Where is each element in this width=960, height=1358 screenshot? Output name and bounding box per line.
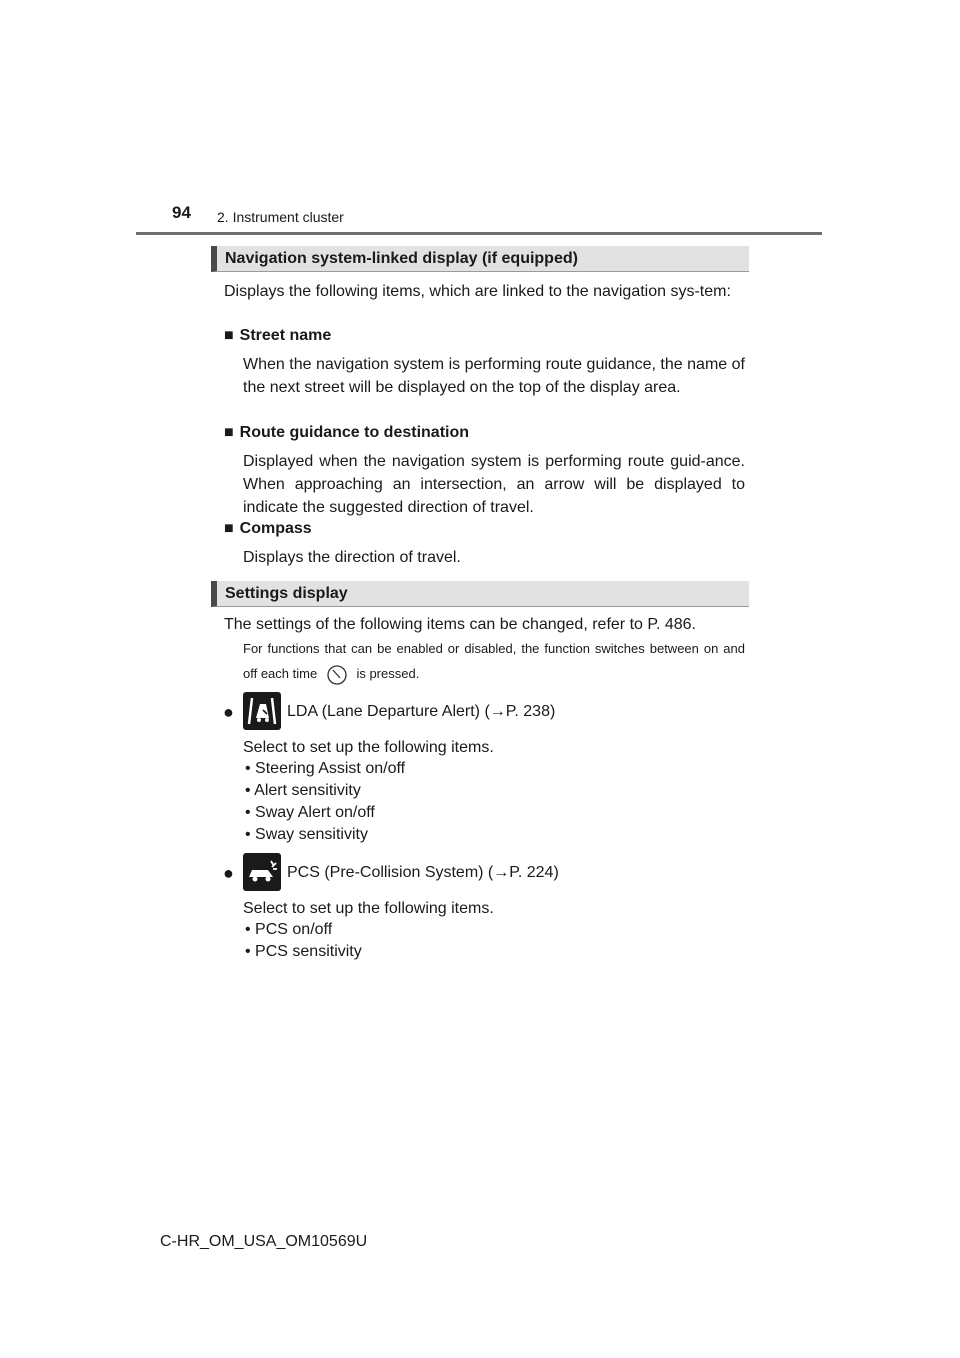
- settings-section-heading-bar: [211, 581, 749, 607]
- section-title: 2. Instrument cluster: [217, 209, 344, 225]
- settings-section-heading: Settings display: [225, 585, 348, 602]
- page-number: 94: [172, 203, 191, 222]
- list-item: • Alert sensitivity: [245, 782, 361, 799]
- round-bullet-icon: ●: [223, 863, 234, 883]
- list-item: • Sway Alert on/off: [245, 804, 375, 821]
- settings-note-part2: is pressed.: [356, 666, 420, 681]
- street-name-text: When the navigation system is performing route guidance, the name of the next street will be displayed on the top of the display area.: [243, 356, 745, 396]
- list-item: • PCS sensitivity: [245, 943, 362, 960]
- nav-section-heading: Navigation system-linked display (if equipped): [225, 250, 578, 267]
- lda-sub-intro: Select to set up the following items.: [243, 739, 494, 756]
- route-guidance-title: Route guidance to destination: [239, 424, 470, 441]
- round-bullet-icon: ●: [223, 702, 234, 722]
- compass-title: Compass: [239, 520, 312, 537]
- list-item: • Steering Assist on/off: [245, 760, 406, 777]
- lane-departure-icon: [243, 692, 281, 730]
- lda-label: LDA (Lane Departure Alert) (→P. 238): [287, 703, 556, 720]
- settings-intro: The settings of the following items can be changed, refer to P. 486.: [224, 616, 696, 633]
- square-bullet-icon: ■: [224, 327, 234, 344]
- pcs-sub-intro: Select to set up the following items.: [243, 900, 494, 917]
- document-id: C-HR_OM_USA_OM10569U: [160, 1233, 368, 1250]
- settings-note: [243, 636, 745, 686]
- square-bullet-icon: ■: [224, 520, 234, 537]
- compass-text: Displays the direction of travel.: [243, 549, 461, 566]
- list-item: • Sway sensitivity: [245, 826, 368, 843]
- street-name-title: Street name: [239, 327, 332, 344]
- pcs-options-list: [245, 919, 362, 963]
- pcs-label: PCS (Pre-Collision System) (→P. 224): [287, 864, 559, 881]
- pre-collision-icon: [243, 853, 281, 891]
- square-bullet-icon: ■: [224, 424, 234, 441]
- header-rule: [136, 232, 822, 235]
- compass-heading: [224, 520, 312, 538]
- list-item: • PCS on/off: [245, 921, 333, 938]
- street-name-heading: [224, 327, 331, 345]
- nav-section-heading-bar: [211, 246, 749, 272]
- nav-intro: Displays the following items, which are linked to the navigation sys-tem:: [224, 283, 731, 300]
- route-guidance-heading: [224, 424, 469, 442]
- lda-options-list: [245, 758, 405, 846]
- route-guidance-text: Displayed when the navigation system is performing route guid-ance. When approaching an intersection, an arrow will be displayed to indicate the suggested direction of travel.: [243, 453, 745, 516]
- settings-note-part1: For functions that can be enabled or disabled, the function switches between on and off each time: [243, 641, 745, 681]
- enter-button-icon: [325, 664, 349, 686]
